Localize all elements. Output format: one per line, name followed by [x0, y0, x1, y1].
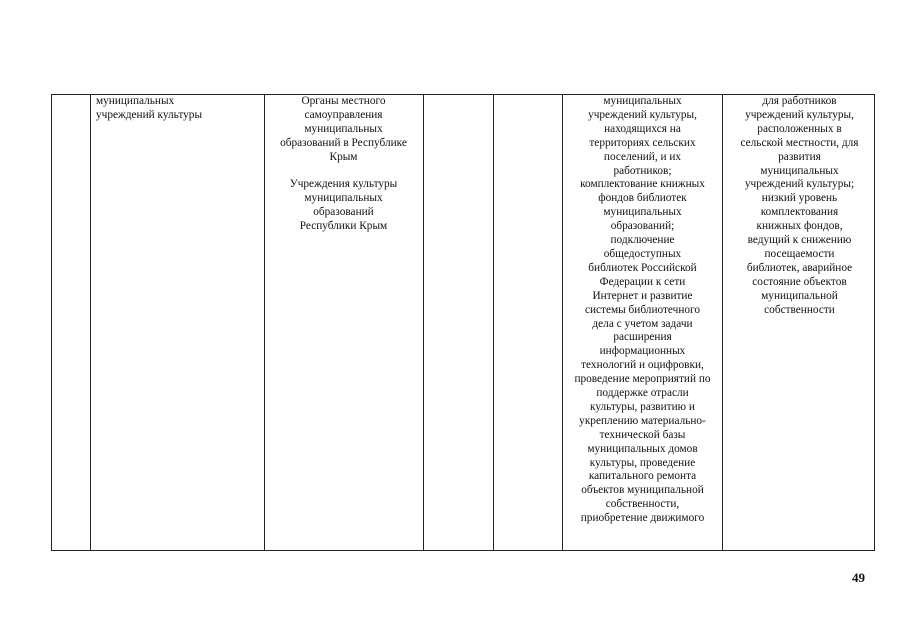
cell-problems: для работников учреждений культуры, расположенных в сельской местности, для развития муниципальных учреждений культуры; низкий уровень комплектования книжных фондов, ведущий к снижению посещаемости библиотек, аварийное состояние объектов муниципальной собственности [740, 95, 859, 316]
cell-institution-type: муниципальных учреждений культуры [96, 95, 203, 121]
cell-planned-measures: муниципальных учреждений культуры, находящихся на территориях сельских поселений, и их работников; комплектование книжных фондов библиотек муниципальных образований; подключение общедоступных библиотек Российской Федерации к сети Интернет и развитие системы библиотечного дела с учетом задачи расширения информационных технологий и оцифровки, проведение мероприятий по поддержке отрасли культуры, развитию и укреплению материально- технической базы муниципальных домов культуры, проведение капитального ремонта объектов муниципальной собственности, приобретение движимого [574, 95, 711, 525]
column-divider [423, 95, 424, 550]
page-number: 49 [852, 570, 865, 585]
column-divider [90, 95, 91, 550]
table [51, 94, 875, 551]
cell-responsible-bodies: Органы местного самоуправления муниципальных образований в Республике Крым Учреждения культуры муниципальных образований Республики Крым [280, 95, 407, 233]
column-divider [493, 95, 494, 550]
